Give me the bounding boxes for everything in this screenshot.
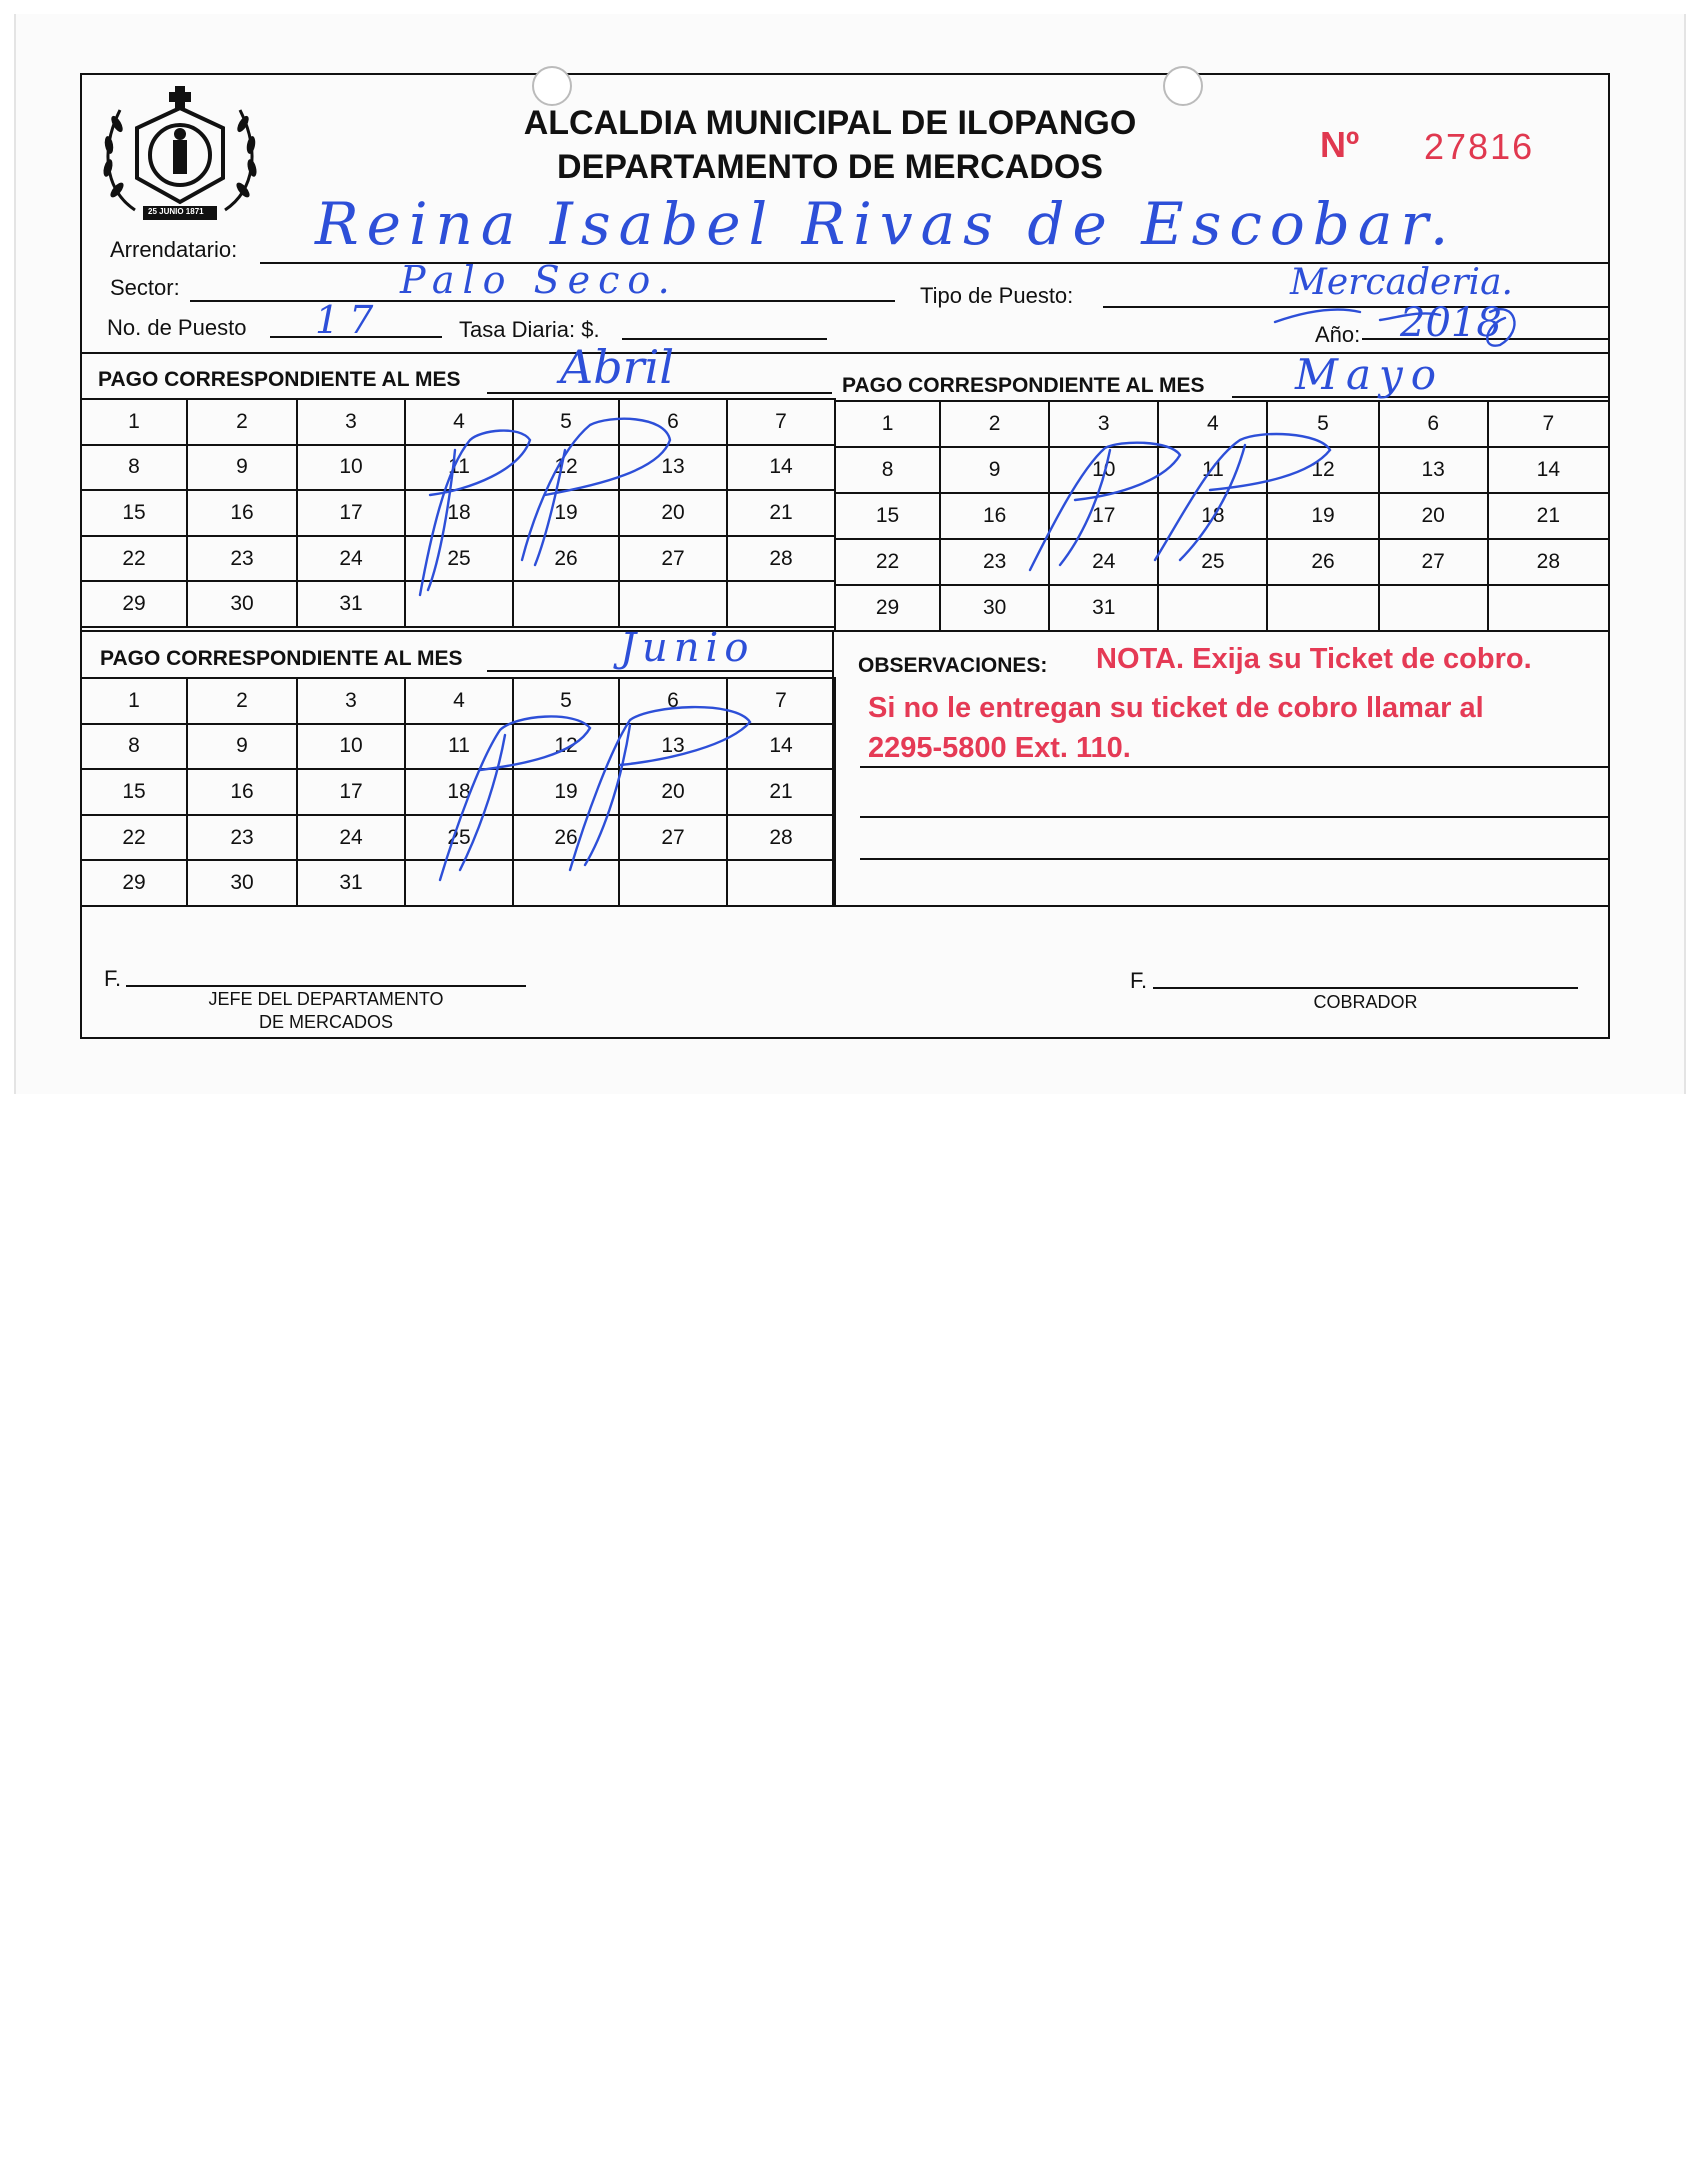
day-cell-mayo: 6 xyxy=(1379,401,1488,447)
day-cell-mayo: 20 xyxy=(1379,493,1488,539)
day-cell-mayo: 21 xyxy=(1488,493,1609,539)
day-cell-abril: 16 xyxy=(187,490,297,536)
observaciones-line-1 xyxy=(860,766,1610,768)
calendar-row xyxy=(81,724,835,770)
calendar-row xyxy=(81,490,835,536)
day-cell-junio: 21 xyxy=(727,769,835,815)
day-cell-junio: 24 xyxy=(297,815,405,861)
day-cell-abril: 7 xyxy=(727,399,835,445)
mes-junio-value: Junio xyxy=(620,625,755,671)
day-cell-mayo: 29 xyxy=(835,585,940,631)
firma-cobrador-line xyxy=(1153,987,1578,989)
day-cell-abril: 10 xyxy=(297,445,405,491)
nota-line-2: Si no le entregan su ticket de cobro llamar al xyxy=(868,692,1484,724)
tipo-puesto-underline xyxy=(1103,306,1608,308)
day-cell-abril: 6 xyxy=(619,399,727,445)
calendar-row xyxy=(81,399,835,445)
cobrador-label: COBRADOR xyxy=(1313,992,1418,1012)
day-cell-junio: 20 xyxy=(619,769,727,815)
seal-date-text: 25 JUNIO 1871 xyxy=(148,207,204,216)
firma-cobrador-prefix: F. xyxy=(1130,968,1148,993)
sector-value: Palo Seco. xyxy=(400,258,678,302)
puesto-label: No. de Puesto xyxy=(107,315,247,340)
calendar-row xyxy=(81,815,835,861)
day-cell-abril xyxy=(619,581,727,627)
day-cell-junio: 12 xyxy=(513,724,619,770)
day-cell-abril: 9 xyxy=(187,445,297,491)
pago-mes-label-abril: PAGO CORRESPONDIENTE AL MES xyxy=(98,368,461,391)
day-cell-junio xyxy=(513,860,619,906)
day-cell-mayo: 15 xyxy=(835,493,940,539)
day-cell-junio: 23 xyxy=(187,815,297,861)
day-cell-abril: 5 xyxy=(513,399,619,445)
day-cell-abril: 13 xyxy=(619,445,727,491)
firma-jefe-prefix: F. xyxy=(104,966,122,991)
day-cell-junio: 16 xyxy=(187,769,297,815)
observaciones-line-2 xyxy=(860,816,1610,818)
day-cell-abril: 11 xyxy=(405,445,513,491)
day-cell-mayo: 26 xyxy=(1267,539,1378,585)
calendar-abril xyxy=(80,398,836,628)
arrendatario-value: Reina Isabel Rivas de Escobar. xyxy=(315,190,1457,258)
day-cell-abril: 15 xyxy=(81,490,187,536)
day-cell-abril: 29 xyxy=(81,581,187,627)
day-cell-mayo: 17 xyxy=(1049,493,1158,539)
day-cell-abril: 25 xyxy=(405,536,513,582)
day-cell-mayo: 18 xyxy=(1158,493,1267,539)
middle-separator-line xyxy=(80,630,1610,632)
day-cell-junio: 4 xyxy=(405,678,513,724)
lower-separator-line xyxy=(80,905,1610,907)
day-cell-mayo: 10 xyxy=(1049,447,1158,493)
day-cell-mayo xyxy=(1488,585,1609,631)
day-cell-abril: 22 xyxy=(81,536,187,582)
calendar-row xyxy=(835,539,1609,585)
day-cell-junio: 28 xyxy=(727,815,835,861)
day-cell-mayo: 8 xyxy=(835,447,940,493)
day-cell-abril: 20 xyxy=(619,490,727,536)
day-cell-junio: 19 xyxy=(513,769,619,815)
day-cell-mayo xyxy=(1379,585,1488,631)
day-cell-mayo: 23 xyxy=(940,539,1049,585)
mes-mayo-value: Mayo xyxy=(1295,350,1445,399)
day-cell-abril xyxy=(405,581,513,627)
day-cell-mayo: 19 xyxy=(1267,493,1378,539)
anio-label: Año: xyxy=(1315,322,1361,347)
day-cell-junio: 11 xyxy=(405,724,513,770)
day-cell-abril: 24 xyxy=(297,536,405,582)
day-cell-abril xyxy=(727,581,835,627)
day-cell-junio: 8 xyxy=(81,724,187,770)
day-cell-abril: 27 xyxy=(619,536,727,582)
day-cell-mayo: 25 xyxy=(1158,539,1267,585)
day-cell-junio: 7 xyxy=(727,678,835,724)
calendar-row xyxy=(81,445,835,491)
day-cell-junio: 3 xyxy=(297,678,405,724)
calendar-junio xyxy=(80,677,836,907)
day-cell-junio: 1 xyxy=(81,678,187,724)
day-cell-abril: 30 xyxy=(187,581,297,627)
day-cell-mayo: 4 xyxy=(1158,401,1267,447)
day-cell-abril: 3 xyxy=(297,399,405,445)
day-cell-mayo: 13 xyxy=(1379,447,1488,493)
department-title: DEPARTAMENTO DE MERCADOS xyxy=(557,148,1103,186)
day-cell-mayo: 7 xyxy=(1488,401,1609,447)
day-cell-junio: 13 xyxy=(619,724,727,770)
firma-jefe-line xyxy=(126,985,526,987)
day-cell-mayo: 27 xyxy=(1379,539,1488,585)
day-cell-abril: 19 xyxy=(513,490,619,536)
punch-hole-right xyxy=(1163,66,1203,106)
day-cell-abril: 31 xyxy=(297,581,405,627)
calendar-row xyxy=(81,769,835,815)
day-cell-junio: 22 xyxy=(81,815,187,861)
day-cell-abril: 28 xyxy=(727,536,835,582)
jefe-departamento-label: JEFE DEL DEPARTAMENTO xyxy=(208,989,444,1009)
day-cell-abril: 14 xyxy=(727,445,835,491)
calendar-row xyxy=(835,447,1609,493)
day-cell-mayo: 16 xyxy=(940,493,1049,539)
day-cell-mayo: 31 xyxy=(1049,585,1158,631)
calendar-row xyxy=(81,860,835,906)
day-cell-junio: 18 xyxy=(405,769,513,815)
jefe-mercados-label: DE MERCADOS xyxy=(258,1012,393,1032)
day-cell-junio: 9 xyxy=(187,724,297,770)
tipo-puesto-label: Tipo de Puesto: xyxy=(920,283,1074,308)
municipality-title: ALCALDIA MUNICIPAL DE ILOPANGO xyxy=(523,104,1137,142)
day-cell-junio: 25 xyxy=(405,815,513,861)
day-cell-junio: 27 xyxy=(619,815,727,861)
observaciones-label: OBSERVACIONES: xyxy=(858,654,1048,677)
calendar-row xyxy=(81,678,835,724)
arrendatario-label: Arrendatario: xyxy=(110,237,238,262)
day-cell-mayo: 14 xyxy=(1488,447,1609,493)
day-cell-mayo: 1 xyxy=(835,401,940,447)
day-cell-junio: 2 xyxy=(187,678,297,724)
day-cell-mayo: 28 xyxy=(1488,539,1609,585)
anio-value: 2018 xyxy=(1400,300,1502,346)
tasa-label: Tasa Diaria: $. xyxy=(459,317,600,342)
pago-mes-label-junio: PAGO CORRESPONDIENTE AL MES xyxy=(100,647,463,670)
day-cell-mayo: 3 xyxy=(1049,401,1158,447)
day-cell-abril: 1 xyxy=(81,399,187,445)
calendar-row xyxy=(81,536,835,582)
nota-line-3: 2295-5800 Ext. 110. xyxy=(868,732,1131,764)
day-cell-junio xyxy=(727,860,835,906)
day-cell-junio xyxy=(619,860,727,906)
day-cell-abril: 4 xyxy=(405,399,513,445)
observaciones-line-3 xyxy=(860,858,1610,860)
day-cell-junio: 17 xyxy=(297,769,405,815)
day-cell-abril: 18 xyxy=(405,490,513,536)
calendar-row xyxy=(835,585,1609,631)
day-cell-junio: 29 xyxy=(81,860,187,906)
day-cell-mayo xyxy=(1158,585,1267,631)
day-cell-abril: 17 xyxy=(297,490,405,536)
day-cell-junio: 26 xyxy=(513,815,619,861)
day-cell-mayo: 9 xyxy=(940,447,1049,493)
day-cell-abril: 12 xyxy=(513,445,619,491)
day-cell-junio xyxy=(405,860,513,906)
day-cell-mayo: 30 xyxy=(940,585,1049,631)
day-cell-junio: 10 xyxy=(297,724,405,770)
day-cell-mayo: 12 xyxy=(1267,447,1378,493)
calendar-row xyxy=(835,493,1609,539)
day-cell-junio: 5 xyxy=(513,678,619,724)
pago-mes-label-mayo: PAGO CORRESPONDIENTE AL MES xyxy=(842,374,1205,397)
day-cell-junio: 6 xyxy=(619,678,727,724)
day-cell-abril: 2 xyxy=(187,399,297,445)
nota-line-1: NOTA. Exija su Ticket de cobro. xyxy=(1096,643,1532,675)
punch-hole-left xyxy=(532,66,572,106)
day-cell-mayo: 22 xyxy=(835,539,940,585)
day-cell-mayo: 2 xyxy=(940,401,1049,447)
sector-label: Sector: xyxy=(110,275,180,300)
day-cell-abril xyxy=(513,581,619,627)
calendar-row xyxy=(835,401,1609,447)
day-cell-mayo: 5 xyxy=(1267,401,1378,447)
day-cell-junio: 15 xyxy=(81,769,187,815)
day-cell-junio: 31 xyxy=(297,860,405,906)
serial-number: 27816 xyxy=(1424,126,1535,167)
calendar-mayo xyxy=(834,400,1610,632)
day-cell-abril: 8 xyxy=(81,445,187,491)
tipo-puesto-value: Mercaderia. xyxy=(1290,262,1513,303)
day-cell-junio: 14 xyxy=(727,724,835,770)
day-cell-abril: 23 xyxy=(187,536,297,582)
day-cell-abril: 26 xyxy=(513,536,619,582)
mes-abril-value: Abril xyxy=(560,340,675,394)
day-cell-junio: 30 xyxy=(187,860,297,906)
serial-label: Nº xyxy=(1320,124,1360,165)
day-cell-mayo: 24 xyxy=(1049,539,1158,585)
calendar-row xyxy=(81,581,835,627)
puesto-value: 17 xyxy=(315,298,384,342)
day-cell-mayo: 11 xyxy=(1158,447,1267,493)
day-cell-mayo xyxy=(1267,585,1378,631)
day-cell-abril: 21 xyxy=(727,490,835,536)
